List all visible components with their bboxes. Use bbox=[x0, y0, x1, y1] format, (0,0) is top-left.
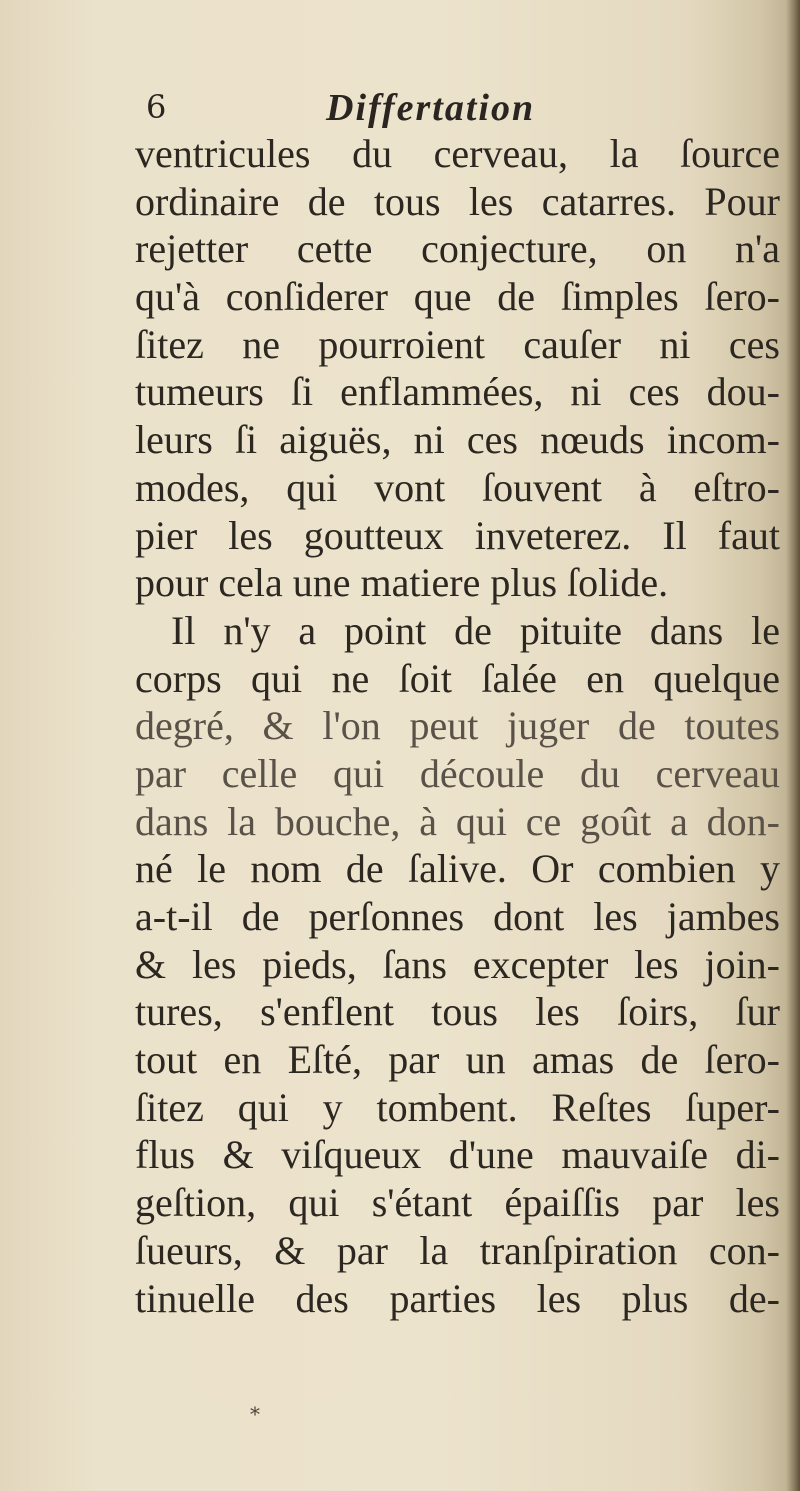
page-gutter-shadow bbox=[786, 0, 800, 1491]
page-number: 6 bbox=[146, 88, 167, 126]
text-line: ſitez qui y tombent. Reſtes ſuper- bbox=[135, 1084, 780, 1130]
text-line: tinuelle des parties les plus de- bbox=[135, 1275, 780, 1321]
text-line: degré, & l'on peut juger de toutes bbox=[135, 703, 780, 749]
text-line: corps qui ne ſoit ſalée en quelque bbox=[135, 655, 780, 701]
paragraph-start-line: Il n'y a point de pituite dans le bbox=[171, 607, 780, 653]
page-header bbox=[140, 88, 780, 134]
text-line: ordinaire de tous les catarres. Pour bbox=[135, 178, 780, 224]
text-line: pour cela une matiere plus ſolide. bbox=[135, 560, 669, 606]
signature-mark: * bbox=[250, 1402, 260, 1426]
text-line: tumeurs ſi enflammées, ni ces dou- bbox=[135, 369, 780, 415]
text-line: rejetter cette conjecture, on n'a bbox=[135, 226, 780, 272]
text-line: dans la bouche, à qui ce goût a don- bbox=[135, 798, 780, 844]
text-line: ſitez ne pourroient cauſer ni ces bbox=[135, 321, 780, 367]
text-line: geſtion, qui s'étant épaiſſis par les bbox=[135, 1180, 780, 1226]
text-line: ventricules du cerveau, la ſource bbox=[135, 131, 780, 176]
text-line: né le nom de ſalive. Or combien y bbox=[135, 846, 780, 892]
text-line: & les pieds, ſans excepter les join- bbox=[135, 941, 780, 987]
text-line: leurs ſi aiguës, ni ces nœuds incom- bbox=[135, 417, 780, 463]
text-line: tures, s'enflent tous les ſoirs, ſur bbox=[135, 989, 780, 1035]
text-line: qu'à conſiderer que de ſimples ſero- bbox=[135, 274, 780, 320]
text-line: tout en Eſté, par un amas de ſero- bbox=[135, 1037, 780, 1083]
text-line: modes, qui vont ſouvent à eſtro- bbox=[135, 464, 780, 510]
text-line: a-t-il de perſonnes dont les jambes bbox=[135, 894, 780, 939]
text-line: par celle qui découle du cerveau bbox=[135, 750, 780, 796]
text-line: flus & viſqueux d'une mauvaiſe di- bbox=[135, 1132, 780, 1178]
text-line: pier les goutteux inveterez. Il faut bbox=[135, 512, 780, 558]
text-line: ſueurs, & par la tranſpiration con- bbox=[135, 1227, 780, 1273]
body-text bbox=[135, 130, 780, 1322]
running-head: Differtation bbox=[326, 87, 536, 129]
